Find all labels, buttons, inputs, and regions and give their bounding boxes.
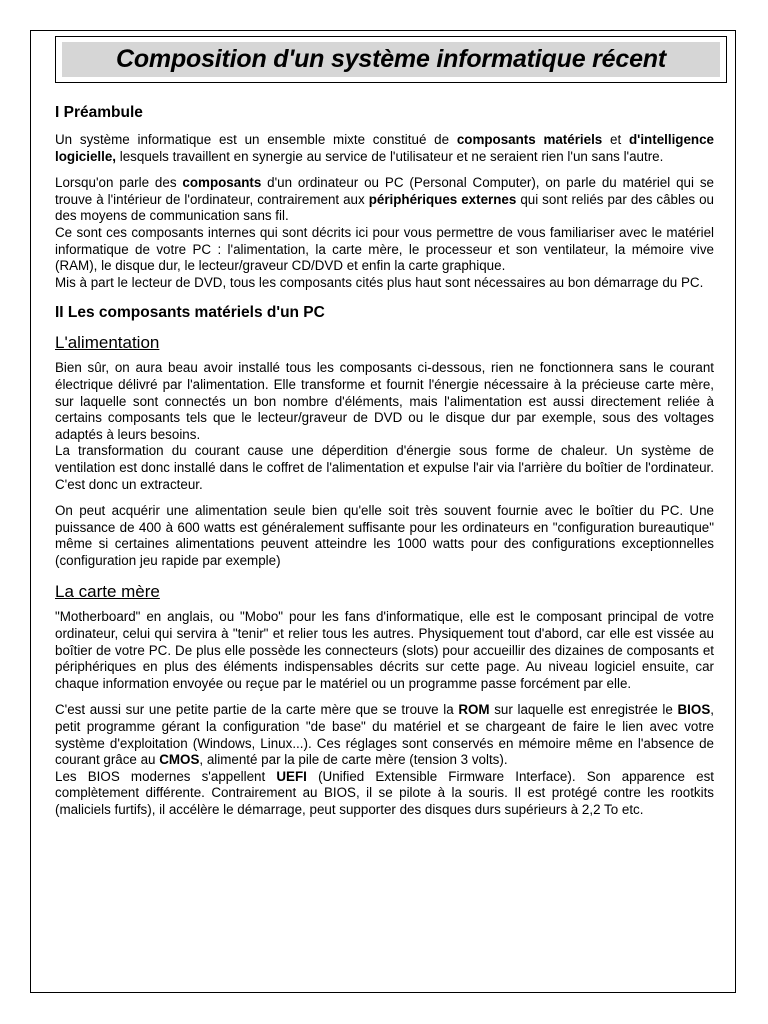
paragraph-carte-mere-1: "Motherboard" en anglais, ou "Mobo" pour les fans d'informatique, elle est le composant principal de votre ordinateur, celui qui servira à "tenir" et relier tous les autres. Physiquement tout d'abord, car elle est vissée au boîtier de votre PC. De plus elle possède les connecteurs (slots) pour accueillir des dizaines de composants et périphériques en plus des éléments indispensables décrits sur cette page. Au niveau logiciel ensuite, car chaque information envoyée ou reçue par le matériel ou un programme passe forcément par elle. xyxy=(55,609,714,691)
paragraph-carte-mere-2: C'est aussi sur une petite partie de la carte mère que se trouve la ROM sur laquelle est enregistrée le BIOS, petit programme gérant la configuration "de base" du matériel et se chargeant de faire le lien avec votre système d'exploitation (Windows, Linux...). Ces réglages sont conservés en mémoire même en l'absence de courant grâce au CMOS, alimenté par la pile de carte mère (tension 3 volts). xyxy=(55,702,714,768)
paragraph-composants: Lorsqu'on parle des composants d'un ordinateur ou PC (Personal Computer), on parle du matériel qui se trouve à l'intérieur de l'ordinateur, contrairement aux périphériques externes qui sont reliés par des câbles ou des moyens de communication sans fil. xyxy=(55,175,715,224)
paragraph-alimentation-1: Bien sûr, on aura beau avoir installé tous les composants ci-dessous, rien ne fonctionnera sans le courant électrique délivré par l'alimentation. Elle transforme et fournit l'énergie nécessaire à la précieuse carte mère, sur laquelle sont connectés un bon nombre d'éléments, mais l'alimentation est aussi directement reliée à certains composants tels que le lecteur/graveur de DVD ou le disque dur par exemple, sous des voltages adaptés à leurs besoins. xyxy=(55,360,714,442)
section-heading-preambule: I Préambule xyxy=(55,104,143,121)
paragraph-alimentation-3: On peut acquérir une alimentation seule bien qu'elle soit très souvent fournie avec le boîtier du PC. Une puissance de 400 à 600 watts est généralement suffisante pour les ordinateurs en "configuration bureautique" même si certaines alimentations peuvent atteindre les 1000 watts pour des configurations exceptionnelles (configuration jeu rapide par exemple) xyxy=(55,503,714,568)
title-banner xyxy=(62,42,720,77)
paragraph-alimentation-2: La transformation du courant cause une déperdition d'énergie sous forme de chaleur. Un système de ventilation est donc installé dans le coffret de l'alimentation et expulse l'air via l'arrière du boîtier de l'ordinateur. C'est donc un extracteur. xyxy=(55,443,714,492)
subheading-alimentation: L'alimentation xyxy=(55,333,160,353)
page-title: Composition d'un système informatique récent xyxy=(115,45,666,73)
paragraph-lecteur-dvd: Mis à part le lecteur de DVD, tous les composants cités plus haut sont nécessaires au bon démarrage du PC. xyxy=(55,274,704,290)
paragraph-definition: Un système informatique est un ensemble mixte constitué de composants matériels et d'intelligence logicielle, lesquels travaillent en synergie au service de l'utilisateur et ne seraient rien l'un sans l'autre. xyxy=(55,132,715,164)
section-heading-composants: II Les composants matériels d'un PC xyxy=(55,304,325,322)
title-box xyxy=(55,36,727,83)
subheading-carte-mere: La carte mère xyxy=(55,582,160,602)
paragraph-composants-internes: Ce sont ces composants internes qui sont décrits ici pour vous permettre de vous familiariser avec le matériel informatique de votre PC : l'alimentation, la carte mère, le processeur et son ventilateur, la mémoire vive (RAM), le disque dur, le lecteur/graveur CD/DVD et enfin la carte graphique. xyxy=(55,224,714,274)
paragraph-carte-mere-3: Les BIOS modernes s'appellent UEFI (Unified Extensible Firmware Interface). Son apparence est complètement différente. Contrairement au BIOS, il se pilote à la souris. Il est protégé contre les rootkits (maliciels furtifs), il accélère le démarrage, peut supporter des disques durs supérieurs à 2,2 To etc. xyxy=(55,768,715,817)
document-body xyxy=(55,103,714,819)
